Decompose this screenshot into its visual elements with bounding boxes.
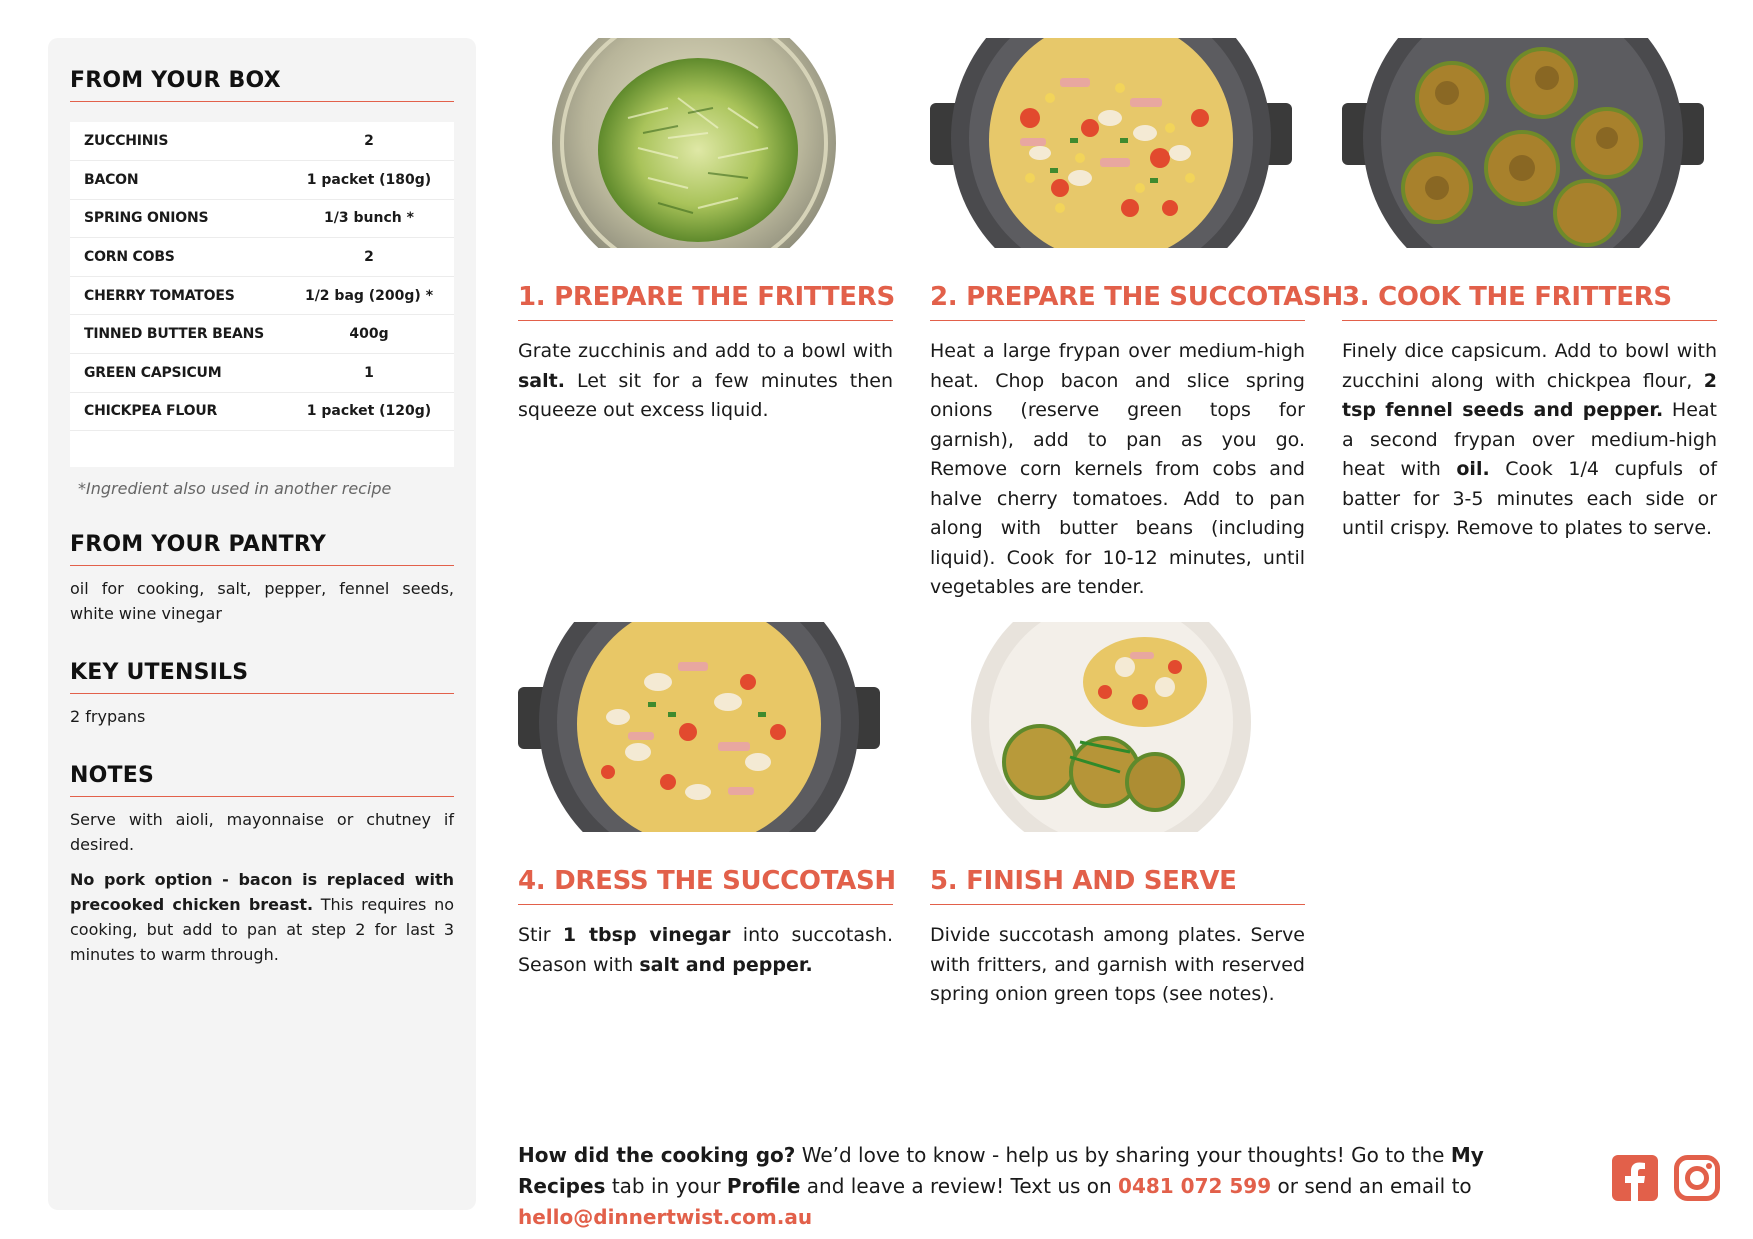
pantry-section [70,532,454,626]
step-1-title: 1. PREPARE THE FRITTERS [518,282,893,321]
step-1-text [518,337,893,426]
text-run: Finely dice capsicum. Add to bowl with zucchini along with chickpea flour, [1342,340,1717,392]
bold-text: 2 tsp fennel seeds and pepper. [1342,369,1717,421]
ingredient-name: CHICKPEA FLOUR [84,403,218,420]
text-run: Heat a second frypan over medium-high heat with [1342,399,1717,480]
review-message [518,1140,1578,1233]
ingredient-name: TINNED BUTTER BEANS [84,326,264,343]
ingredient-qty: 2 [364,133,374,150]
ingredient-row [70,315,454,354]
step-2-text [930,337,1305,603]
pantry-heading: FROM YOUR PANTRY [70,532,454,566]
ingredient-row [70,392,454,431]
step-1-photo [518,38,880,248]
ingredient-qty: 1/3 bunch * [324,210,414,227]
bold-text: salt and pepper. [639,953,813,976]
text-run: Grate zucchinis and add to a bowl with [518,340,893,362]
ingredient-row [70,161,454,200]
text-run: Let sit for a few minutes then squeeze out excess liquid. [518,369,893,421]
step-5-photo [930,622,1292,832]
step-2 [930,38,1344,603]
text-run: Cook 1/4 cupfuls of batter for 3-5 minutes each side or until crispy. Remove to plates to serve. [1342,458,1717,539]
text-run: into succotash. Season with [518,924,893,976]
text-run: We’d love to know - help us by sharing your thoughts! Go to the [795,1143,1451,1167]
step-5-text [930,921,1305,1010]
ingredient-qty: 1 packet (120g) [306,403,432,420]
step-3 [1342,38,1717,544]
step-1 [518,38,893,426]
bold-text: My Recipes [518,1143,1484,1198]
ingredient-row [70,238,454,277]
instagram-icon [1674,1155,1720,1201]
ingredient-row [70,354,454,393]
ingredient-name: CHERRY TOMATOES [84,287,235,304]
ingredient-qty: 1 [364,364,374,381]
notes-section [70,763,454,967]
ingredient-qty: 1/2 bag (200g) * [304,287,434,304]
step-3-photo [1342,38,1704,248]
instagram-link[interactable] [1674,1155,1720,1205]
facebook-icon [1612,1155,1658,1201]
contact-link[interactable]: hello@dinnertwist.com.au [518,1205,813,1229]
step-3-title: 3. COOK THE FRITTERS [1342,282,1717,321]
text-run: Stir [518,924,563,946]
bold-text: salt. [518,369,565,392]
ingredient-row [70,276,454,315]
notes-rest: This requires no cooking, but add to pan at step 2 for last 3 minutes to warm through. [70,894,454,964]
step-4-text [518,921,893,980]
ingredient-row [70,122,454,161]
utensils-section [70,660,454,729]
ingredient-spacer-row [70,431,454,467]
utensils-heading: KEY UTENSILS [70,660,454,694]
step-2-title: 2. PREPARE THE SUCCOTASH [930,282,1305,321]
bold-text: oil. [1456,458,1490,480]
ingredient-note: *Ingredient also used in another recipe [78,478,392,498]
pantry-text: oil for cooking, salt, pepper, fennel seeds, white wine vinegar [70,578,454,623]
step-5-title: 5. FINISH AND SERVE [930,866,1305,905]
text-run: Heat a large frypan over medium-high heat. Chop bacon and slice spring onions (reserve green tops for garnish), add to pan as you go. Remove corn kernels from cobs and halve cherry tomatoes. Add to pan along with butter beans (including liquid). Cook for 10-12 minutes, until vegetables are tender. [930,340,1305,598]
notes-heading: NOTES [70,763,454,797]
ingredient-name: CORN COBS [84,249,175,266]
text-run: or send an email to [1271,1174,1472,1198]
sidebar [48,38,476,1210]
ingredient-row [70,199,454,238]
text-run: tab in your [605,1174,727,1198]
ingredient-qty: 2 [364,249,374,266]
step-3-text [1342,337,1717,544]
notes-text-2 [70,867,454,967]
bold-text: 1 tbsp vinegar [562,924,731,946]
facebook-link[interactable] [1612,1155,1658,1205]
text-run: and leave a review! Text us on [800,1174,1119,1198]
ingredient-name: BACON [84,171,139,188]
ingredient-qty: 400g [349,326,389,343]
step-5 [930,622,1305,1010]
ingredients-table [70,122,454,467]
step-4 [518,622,896,980]
notes-text-1: Serve with aioli, mayonnaise or chutney if desired. [70,809,454,854]
text-run: Divide succotash among plates. Serve with fritters, and garnish with reserved spring onion green tops (see notes). [930,924,1305,1005]
bold-text: Profile [726,1174,801,1198]
bold-text: How did the cooking go? [518,1143,796,1167]
step-2-photo [930,38,1292,248]
ingredient-name: ZUCCHINIS [84,133,169,150]
step-4-title: 4. DRESS THE SUCCOTASH [518,866,893,905]
notes-bold: No pork option - bacon is replaced with precooked chicken breast. [70,869,454,914]
from-your-box-heading: FROM YOUR BOX [70,68,454,102]
ingredient-name: SPRING ONIONS [84,210,209,227]
ingredient-name: GREEN CAPSICUM [84,364,222,381]
utensils-text: 2 frypans [70,706,146,726]
step-4-photo [518,622,880,832]
contact-link[interactable]: 0481 072 599 [1118,1174,1272,1198]
ingredient-qty: 1 packet (180g) [306,171,432,188]
